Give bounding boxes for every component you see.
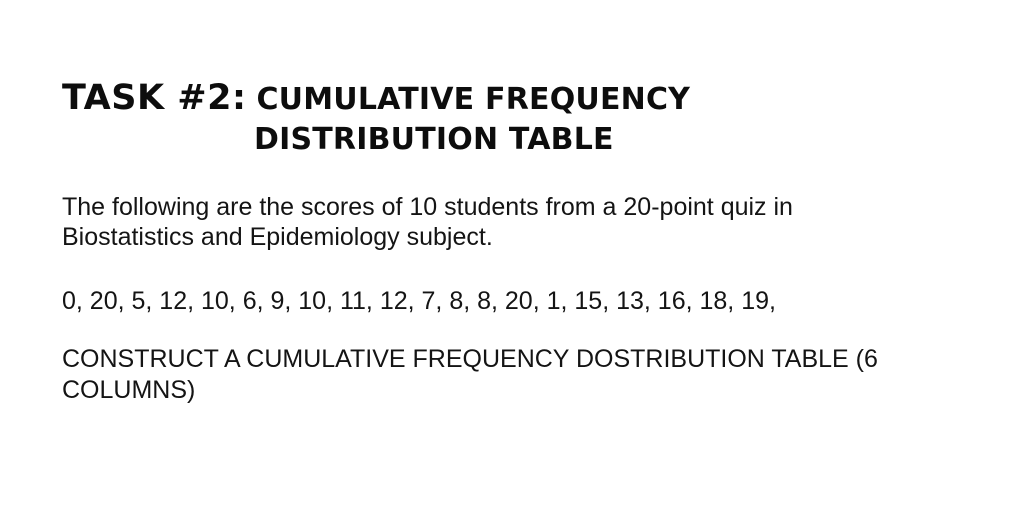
page-title bbox=[62, 78, 690, 157]
instruction-line-1: CONSTRUCT A CUMULATIVE FREQUENCY DOSTRIBUTION TABLE (6 bbox=[62, 345, 878, 373]
intro-line-2: Biostatistics and Epidemiology subject. bbox=[62, 223, 493, 251]
title-subject-line-1: CUMULATIVE FREQUENCY bbox=[256, 82, 691, 117]
title-subject-line-2: DISTRIBUTION TABLE bbox=[254, 122, 614, 157]
title-line-1 bbox=[62, 78, 690, 118]
instruction-line-2: COLUMNS) bbox=[62, 376, 196, 404]
title-task-number: TASK #2: bbox=[62, 78, 247, 118]
intro-line-1: The following are the scores of 10 students from a 20-point quiz in bbox=[62, 193, 793, 221]
instruction-paragraph bbox=[62, 344, 878, 406]
scores-list: 0, 20, 5, 12, 10, 6, 9, 10, 11, 12, 7, 8, 8, 20, 1, 15, 13, 16, 18, 19, bbox=[62, 287, 776, 315]
intro-paragraph bbox=[62, 192, 793, 252]
